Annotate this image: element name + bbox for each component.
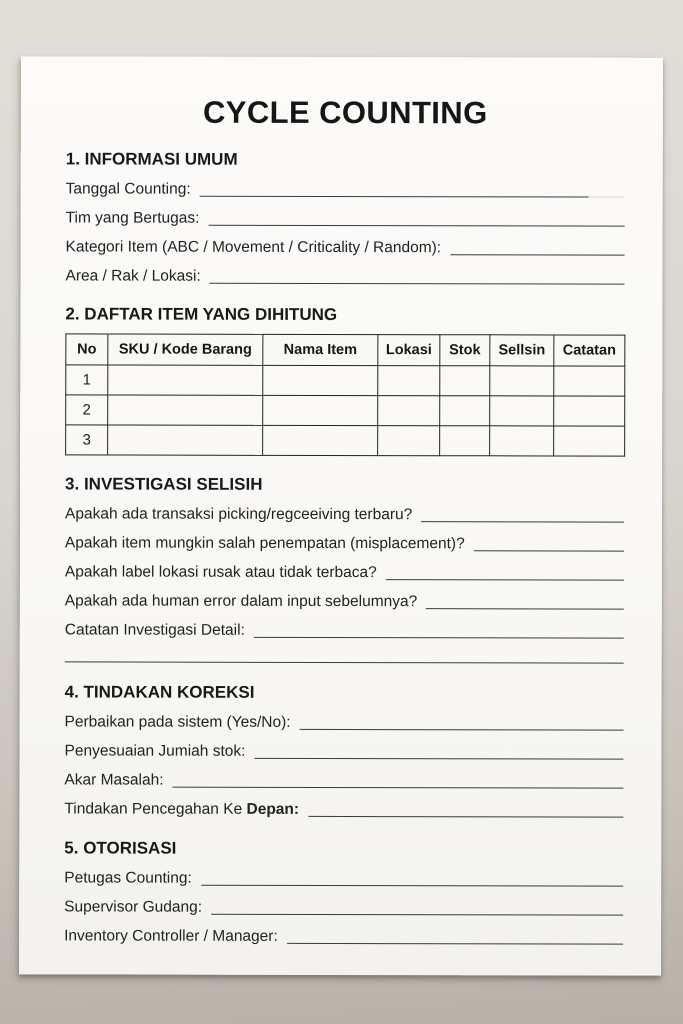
blank-line xyxy=(300,729,624,731)
field-label: Kategori Item (ABC / Movement / Criticality / Random): xyxy=(65,238,442,257)
column-header-no: No xyxy=(66,334,108,365)
form-content xyxy=(19,56,663,946)
field-label: Apakah label lokasi rusak atau tidak terbaca? xyxy=(64,563,377,582)
field-label: Apakah ada transaksi picking/regceeiving terbaru? xyxy=(64,505,413,524)
field-label: Petugas Counting: xyxy=(64,869,192,887)
empty-cell xyxy=(263,425,378,455)
section-2-heading: 2. DAFTAR ITEM YANG DIHITUNG xyxy=(65,304,338,324)
form-paper-sheet xyxy=(19,56,663,975)
table-row xyxy=(66,425,625,456)
field-akar-masalah xyxy=(64,760,623,790)
section-3-heading: 3. INVESTIGASI SELISIH xyxy=(65,474,263,494)
empty-cell xyxy=(490,366,554,396)
page-title: CYCLE COUNTING xyxy=(202,94,488,131)
column-header-catatan: Catatan xyxy=(554,335,625,366)
column-header-sku: SKU / Kode Barang xyxy=(108,334,263,365)
blank-line xyxy=(210,283,625,285)
blank-line xyxy=(201,885,623,887)
section-1-heading: 1. INFORMASI UMUM xyxy=(65,149,238,169)
empty-cell xyxy=(490,426,554,456)
field-petugas-counting xyxy=(64,858,623,888)
field-label: Akar Masalah: xyxy=(64,771,164,789)
row-number-cell: 1 xyxy=(66,365,108,395)
empty-cell xyxy=(378,366,440,396)
field-label: Perbaikan pada sistem (Yes/No): xyxy=(64,713,291,731)
field-supervisor-gudang xyxy=(64,887,623,917)
field-label: Tanggal Counting: xyxy=(65,180,191,198)
field-tindakan-pencegahan xyxy=(64,789,623,819)
field-label: Apakah item mungkin salah penempatan (misplacement)? xyxy=(64,534,465,553)
field-label: Supervisor Gudang: xyxy=(64,898,203,916)
field-label: Area / Rak / Lokasi: xyxy=(65,267,201,285)
field-human-error xyxy=(65,581,624,611)
section-1-fields xyxy=(65,169,624,286)
blank-line xyxy=(254,637,624,639)
empty-cell xyxy=(378,396,440,426)
empty-cell xyxy=(554,396,625,426)
field-area-rak-lokasi xyxy=(65,256,624,286)
empty-cell xyxy=(490,396,554,426)
section-5-fields xyxy=(64,858,623,946)
field-perbaikan-sistem xyxy=(65,702,624,732)
blank-line xyxy=(450,254,624,255)
blank-line xyxy=(173,787,624,789)
column-header-stok: Stok xyxy=(440,335,490,366)
blank-line-faint-extension xyxy=(589,197,625,198)
empty-cell xyxy=(440,366,490,396)
empty-cell xyxy=(263,365,378,395)
field-label: Tim yang Bertugas: xyxy=(65,209,200,227)
blank-line xyxy=(386,579,624,580)
field-transaksi-terbaru xyxy=(65,494,624,524)
empty-cell xyxy=(108,425,263,455)
field-inventory-controller xyxy=(64,916,623,946)
field-label: Inventory Controller / Manager: xyxy=(64,927,278,945)
blank-line xyxy=(308,816,623,818)
empty-cell xyxy=(108,395,263,425)
empty-cell xyxy=(263,395,378,425)
field-catatan-investigasi xyxy=(65,610,624,640)
blank-line xyxy=(421,521,624,522)
column-header-nama-item: Nama Item xyxy=(263,334,378,365)
empty-cell xyxy=(554,426,625,456)
column-header-lokasi: Lokasi xyxy=(378,335,440,366)
blank-line xyxy=(287,943,623,945)
empty-cell xyxy=(440,396,490,426)
field-salah-penempatan xyxy=(65,523,624,553)
items-table xyxy=(65,333,625,456)
empty-cell xyxy=(440,426,490,456)
empty-cell xyxy=(108,365,263,395)
field-tim-bertugas xyxy=(66,198,625,228)
blank-line xyxy=(200,196,589,198)
field-penyesuaian-stok xyxy=(64,731,623,761)
field-kategori-item xyxy=(66,227,625,257)
section-4-heading: 4. TINDAKAN KOREKSI xyxy=(64,682,255,702)
section-4-fields xyxy=(64,702,623,819)
row-number-cell: 3 xyxy=(66,425,108,455)
field-label xyxy=(64,799,308,819)
blank-line xyxy=(208,225,624,227)
blank-line xyxy=(474,550,624,551)
field-label-bold-part: Depan: xyxy=(246,800,300,818)
field-label: Catatan Investigasi Detail: xyxy=(64,621,245,639)
field-label-prefix: Tindakan Pencegahan Ke xyxy=(64,800,247,818)
empty-cell xyxy=(554,366,625,396)
field-label: Apakah ada human error dalam input sebelumnya? xyxy=(64,592,418,611)
field-label-lokasi-rusak xyxy=(65,552,624,582)
blank-line xyxy=(426,608,624,609)
empty-cell xyxy=(378,426,440,456)
table-row xyxy=(66,365,625,396)
section-3-fields xyxy=(65,494,624,663)
section-5-heading: 5. OTORISASI xyxy=(64,838,177,858)
table-row xyxy=(66,395,625,426)
table-header-row xyxy=(66,334,625,366)
blank-line xyxy=(211,914,623,916)
field-tanggal-counting xyxy=(66,169,625,199)
row-number-cell: 2 xyxy=(66,395,108,425)
field-label: Penyesuaian Jumiah stok: xyxy=(64,742,246,760)
blank-line xyxy=(254,758,623,760)
column-header-sellsin: Sellsin xyxy=(490,335,554,366)
blank-line-continuation xyxy=(65,639,624,663)
